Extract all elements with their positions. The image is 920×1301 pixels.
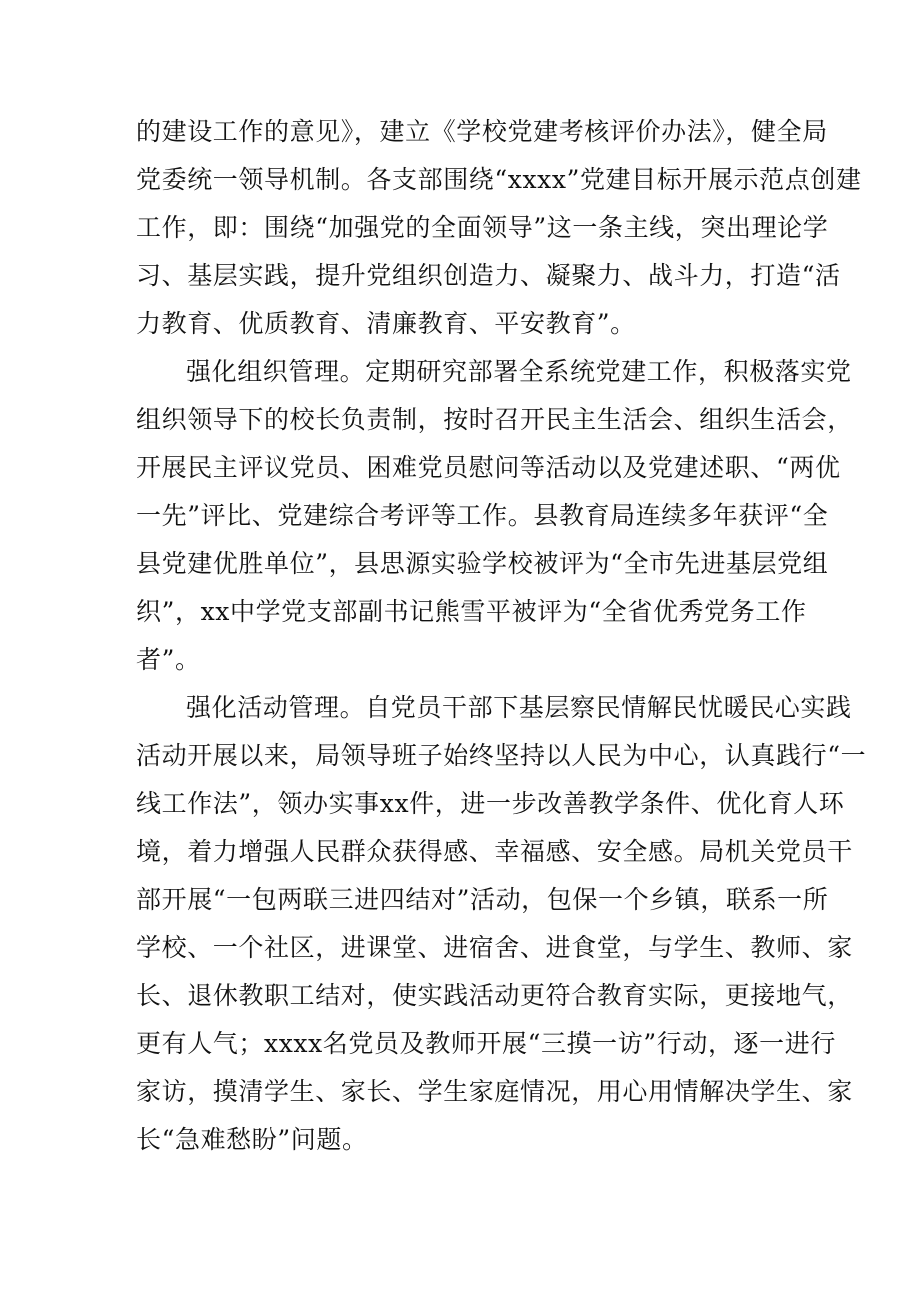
text-line: 家访，摸清学生、家长、学生家庭情况，用心用情解决学生、家 — [136, 1077, 853, 1106]
text-line: 工作，即：围绕“加强党的全面领导”这一条主线，突出理论学 — [136, 213, 829, 242]
text-line: 党委统一领导机制。各支部围绕“xxxx”党建目标开展示范点创建 — [136, 165, 862, 194]
text-line: 长“急难愁盼”问题。 — [136, 1125, 368, 1154]
text-line: 的建设工作的意见》，建立《学校党建考核评价办法》，健全局 — [136, 117, 828, 146]
text-line: 组织领导下的校长负责制，按时召开民主生活会、组织生活会， — [136, 405, 853, 434]
text-line: 境，着力增强人民群众获得感、幸福感、安全感。局机关党员干 — [136, 837, 853, 866]
paragraph-party-leadership — [136, 108, 862, 348]
paragraph-organization-management — [136, 348, 853, 684]
text-line: 部开展“一包两联三进四结对”活动，包保一个乡镇，联系一所 — [136, 885, 829, 914]
text-line: 线工作法”，领办实事xx件，进一步改善教学条件、优化育人环 — [136, 789, 845, 818]
text-line: 强化活动管理。自党员干部下基层察民情解民忧暖民心实践 — [186, 693, 852, 722]
text-line: 者”。 — [136, 645, 201, 674]
paragraph-activity-management — [136, 684, 867, 1164]
text-line: 力教育、优质教育、清廉教育、平安教育”。 — [136, 309, 636, 338]
text-line: 开展民主评议党员、困难党员慰问等活动以及党建述职、“两优 — [136, 453, 841, 482]
text-line: 县党建优胜单位”，县思源实验学校被评为“全市先进基层党组 — [136, 549, 829, 578]
text-line: 学校、一个社区，进课堂、进宿舍、进食堂，与学生、教师、家 — [136, 933, 853, 962]
text-line: 更有人气；xxxx名党员及教师开展“三摸一访”行动，逐一进行 — [136, 1029, 836, 1058]
text-line: 一先”评比、党建综合考评等工作。县教育局连续多年获评“全 — [136, 501, 829, 530]
document-body — [136, 108, 867, 1164]
text-line: 强化组织管理。定期研究部署全系统党建工作，积极落实党 — [186, 357, 852, 386]
text-line: 活动开展以来，局领导班子始终坚持以人民为中心，认真践行“一 — [136, 741, 867, 770]
text-line: 长、退休教职工结对，使实践活动更符合教育实际，更接地气， — [136, 981, 853, 1010]
text-line: 习、基层实践，提升党组织创造力、凝聚力、战斗力，打造“活 — [136, 261, 841, 290]
text-line: 织”，xx中学党支部副书记熊雪平被评为“全省优秀党务工作 — [136, 597, 807, 626]
